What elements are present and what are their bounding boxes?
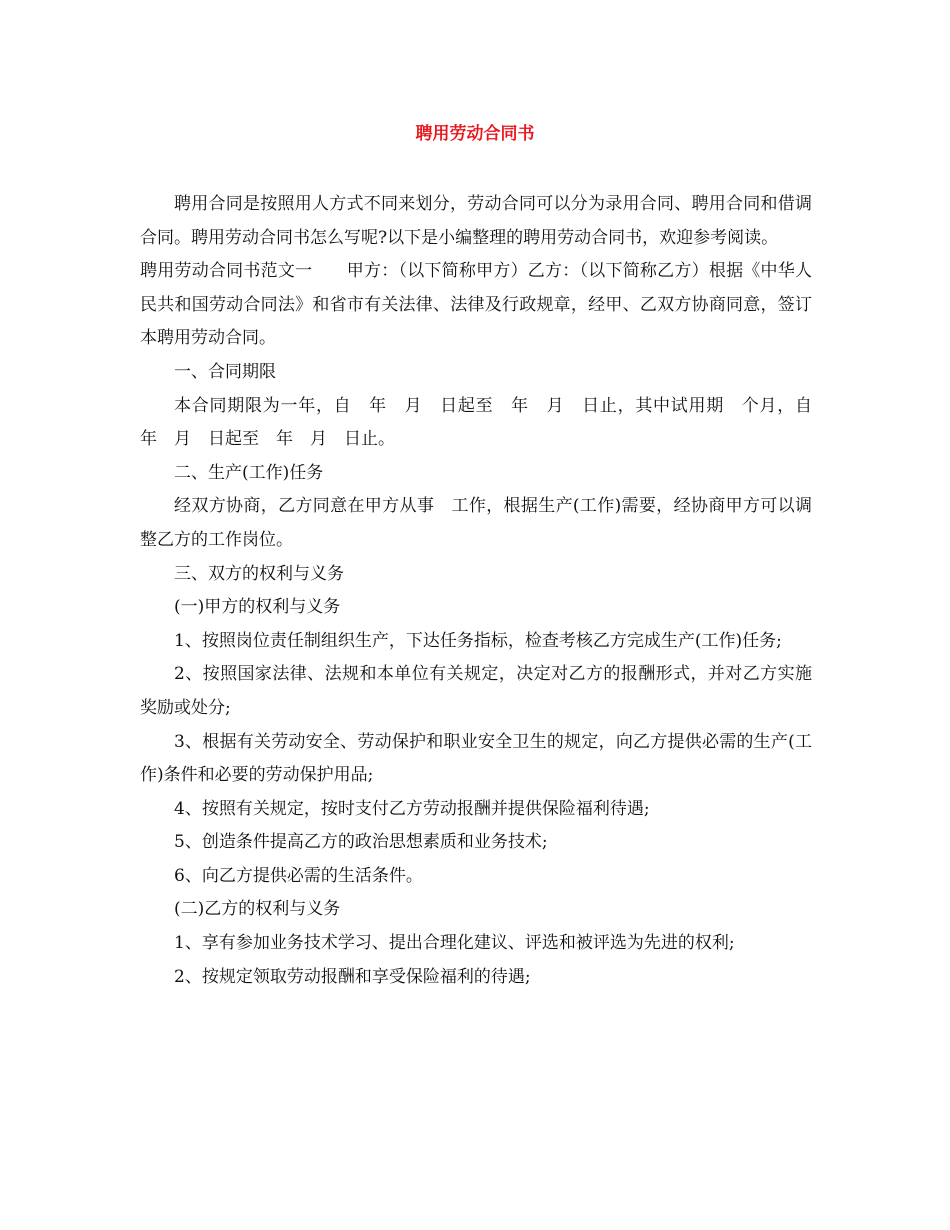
list-item: 1、按照岗位责任制组织生产，下达任务指标，检查考核乙方完成生产(工作)任务;	[174, 630, 782, 651]
section-heading-rights: 三、双方的权利与义务	[174, 563, 344, 584]
paragraph-contract-parties: 聘用劳动合同书范文一 甲方：（以下简称甲方）乙方：（以下简称乙方）根据《中华人民共和国劳动合同法》和省市有关法律、法律及行政规章，经甲、乙双方协商同意，签订本聘用劳动合同。	[140, 261, 812, 349]
list-item: 2、按照国家法律、法规和本单位有关规定，决定对乙方的报酬形式，并对乙方实施奖励或处分;	[140, 664, 812, 718]
subsection-heading-party-b: (二)乙方的权利与义务	[174, 899, 341, 920]
section-heading-term: 一、合同期限	[174, 361, 276, 382]
list-item: 1、享有参加业务技术学习、提出合理化建议、评选和被评选为先进的权利;	[174, 933, 735, 954]
paragraph-task: 经双方协商，乙方同意在甲方从事 工作，根据生产(工作)需要，经协商甲方可以调整乙方的工作岗位。	[140, 496, 812, 550]
list-item: 3、根据有关劳动安全、劳动保护和职业安全卫生的规定，向乙方提供必需的生产(工作)条件和必要的劳动保护用品;	[140, 731, 812, 786]
document-body	[140, 188, 829, 994]
document-title: 聘用劳动合同书	[415, 124, 535, 144]
list-item: 6、向乙方提供必需的生活条件。	[174, 865, 423, 886]
list-item: 4、按照有关规定，按时支付乙方劳动报酬并提供保险福利待遇;	[174, 798, 650, 819]
list-item: 5、创造条件提高乙方的政治思想素质和业务技术;	[174, 832, 548, 853]
subsection-heading-party-a: (一)甲方的权利与义务	[174, 597, 341, 618]
list-item: 2、按规定领取劳动报酬和享受保险福利的待遇;	[174, 966, 531, 987]
section-heading-task: 二、生产(工作)任务	[174, 462, 324, 483]
paragraph-term: 本合同期限为一年，自 年 月 日起至 年 月 日止，其中试用期 个月，自 年 月 日起至 年 月 日止。	[140, 395, 829, 450]
paragraph-intro: 聘用合同是按照用人方式不同来划分，劳动合同可以分为录用合同、聘用合同和借调合同。聘用劳动合同书怎么写呢?以下是小编整理的聘用劳动合同书，欢迎参考阅读。	[140, 194, 812, 248]
